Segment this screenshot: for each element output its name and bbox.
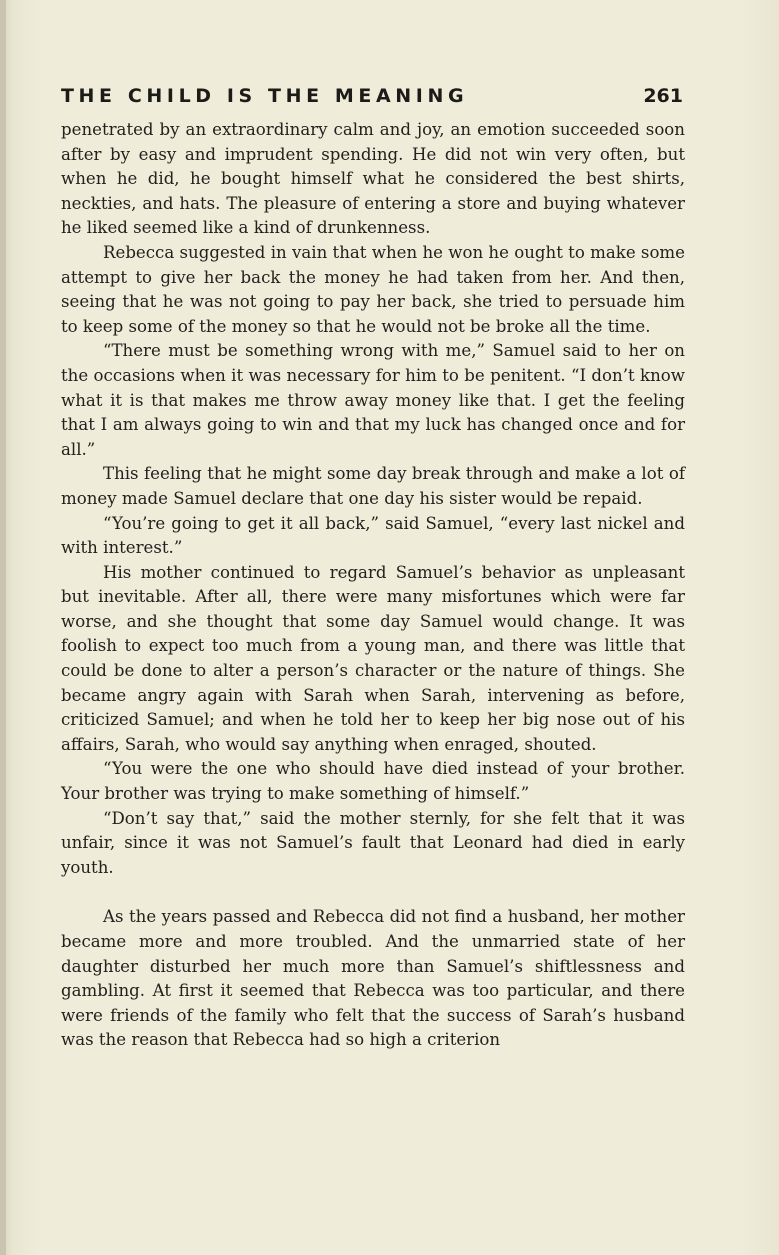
paragraph-7: “You were the one who should have died instead of your brother. Your brother was trying to make something of himself.” bbox=[61, 759, 685, 804]
paragraph-2: Rebecca suggested in vain that when he won he ought to make some attempt to give her back the money he had taken from her. And then, seeing that he was not going to pay her back, she tried to persuade him to keep some of the money so that he would not be broke all the time. bbox=[61, 242, 685, 336]
paragraph-9: As the years passed and Rebecca did not find a husband, her mother became more and more troubled. And the unmarried state of her daughter disturbed her much more than Samuel’s shiftlessness and gambling. At first it seemed that Rebecca was too particular, and there were friends of the family who felt that the success of Sarah’s husband was the reason that Rebecca had so high a criterion bbox=[61, 907, 685, 1050]
body-text bbox=[61, 118, 685, 1053]
paragraph-3: “There must be something wrong with me,” Samuel said to her on the occasions when it was necessary for him to be penitent. “I don’t know what it is that makes me throw away money like that. I get the feeling that I am always going to win and that my luck has changed once and for all.” bbox=[61, 341, 685, 459]
paragraph-6: His mother continued to regard Samuel’s behavior as unpleasant but inevitable. After all, there were many misfortunes which were far worse, and she thought that some day Samuel would change. It was foolish to expect too much from a young man, and there was little that could be done to alter a person’s character or the nature of things. She became angry again with Sarah when Sarah, intervening as before, criticized Samuel; and when he told her to keep her big nose out of his affairs, Sarah, who would say anything when enraged, shouted. bbox=[61, 562, 685, 754]
running-title: THE CHILD IS THE MEANING bbox=[61, 85, 469, 107]
paragraph-1: penetrated by an extraordinary calm and joy, an emotion succeeded soon after by easy and imprudent spending. He did not win very often, but when he did, he bought himself what he considered the best shirts, neckties, and hats. The pleasure of entering a store and buying whatever he liked seemed like a kind of drunkenness. bbox=[61, 120, 685, 238]
page-binding-edge bbox=[0, 0, 6, 1255]
paragraph-4: This feeling that he might some day break through and make a lot of money made Samuel declare that one day his sister would be repaid. bbox=[61, 464, 685, 508]
running-header bbox=[61, 85, 683, 115]
page-number: 261 bbox=[643, 85, 683, 107]
paragraph-8: “Don’t say that,” said the mother sternly, for she felt that it was unfair, since it was not Samuel’s fault that Leonard had died in early youth. bbox=[61, 808, 685, 877]
paragraph-5: “You’re going to get it all back,” said Samuel, “every last nickel and with interest.” bbox=[61, 513, 685, 558]
